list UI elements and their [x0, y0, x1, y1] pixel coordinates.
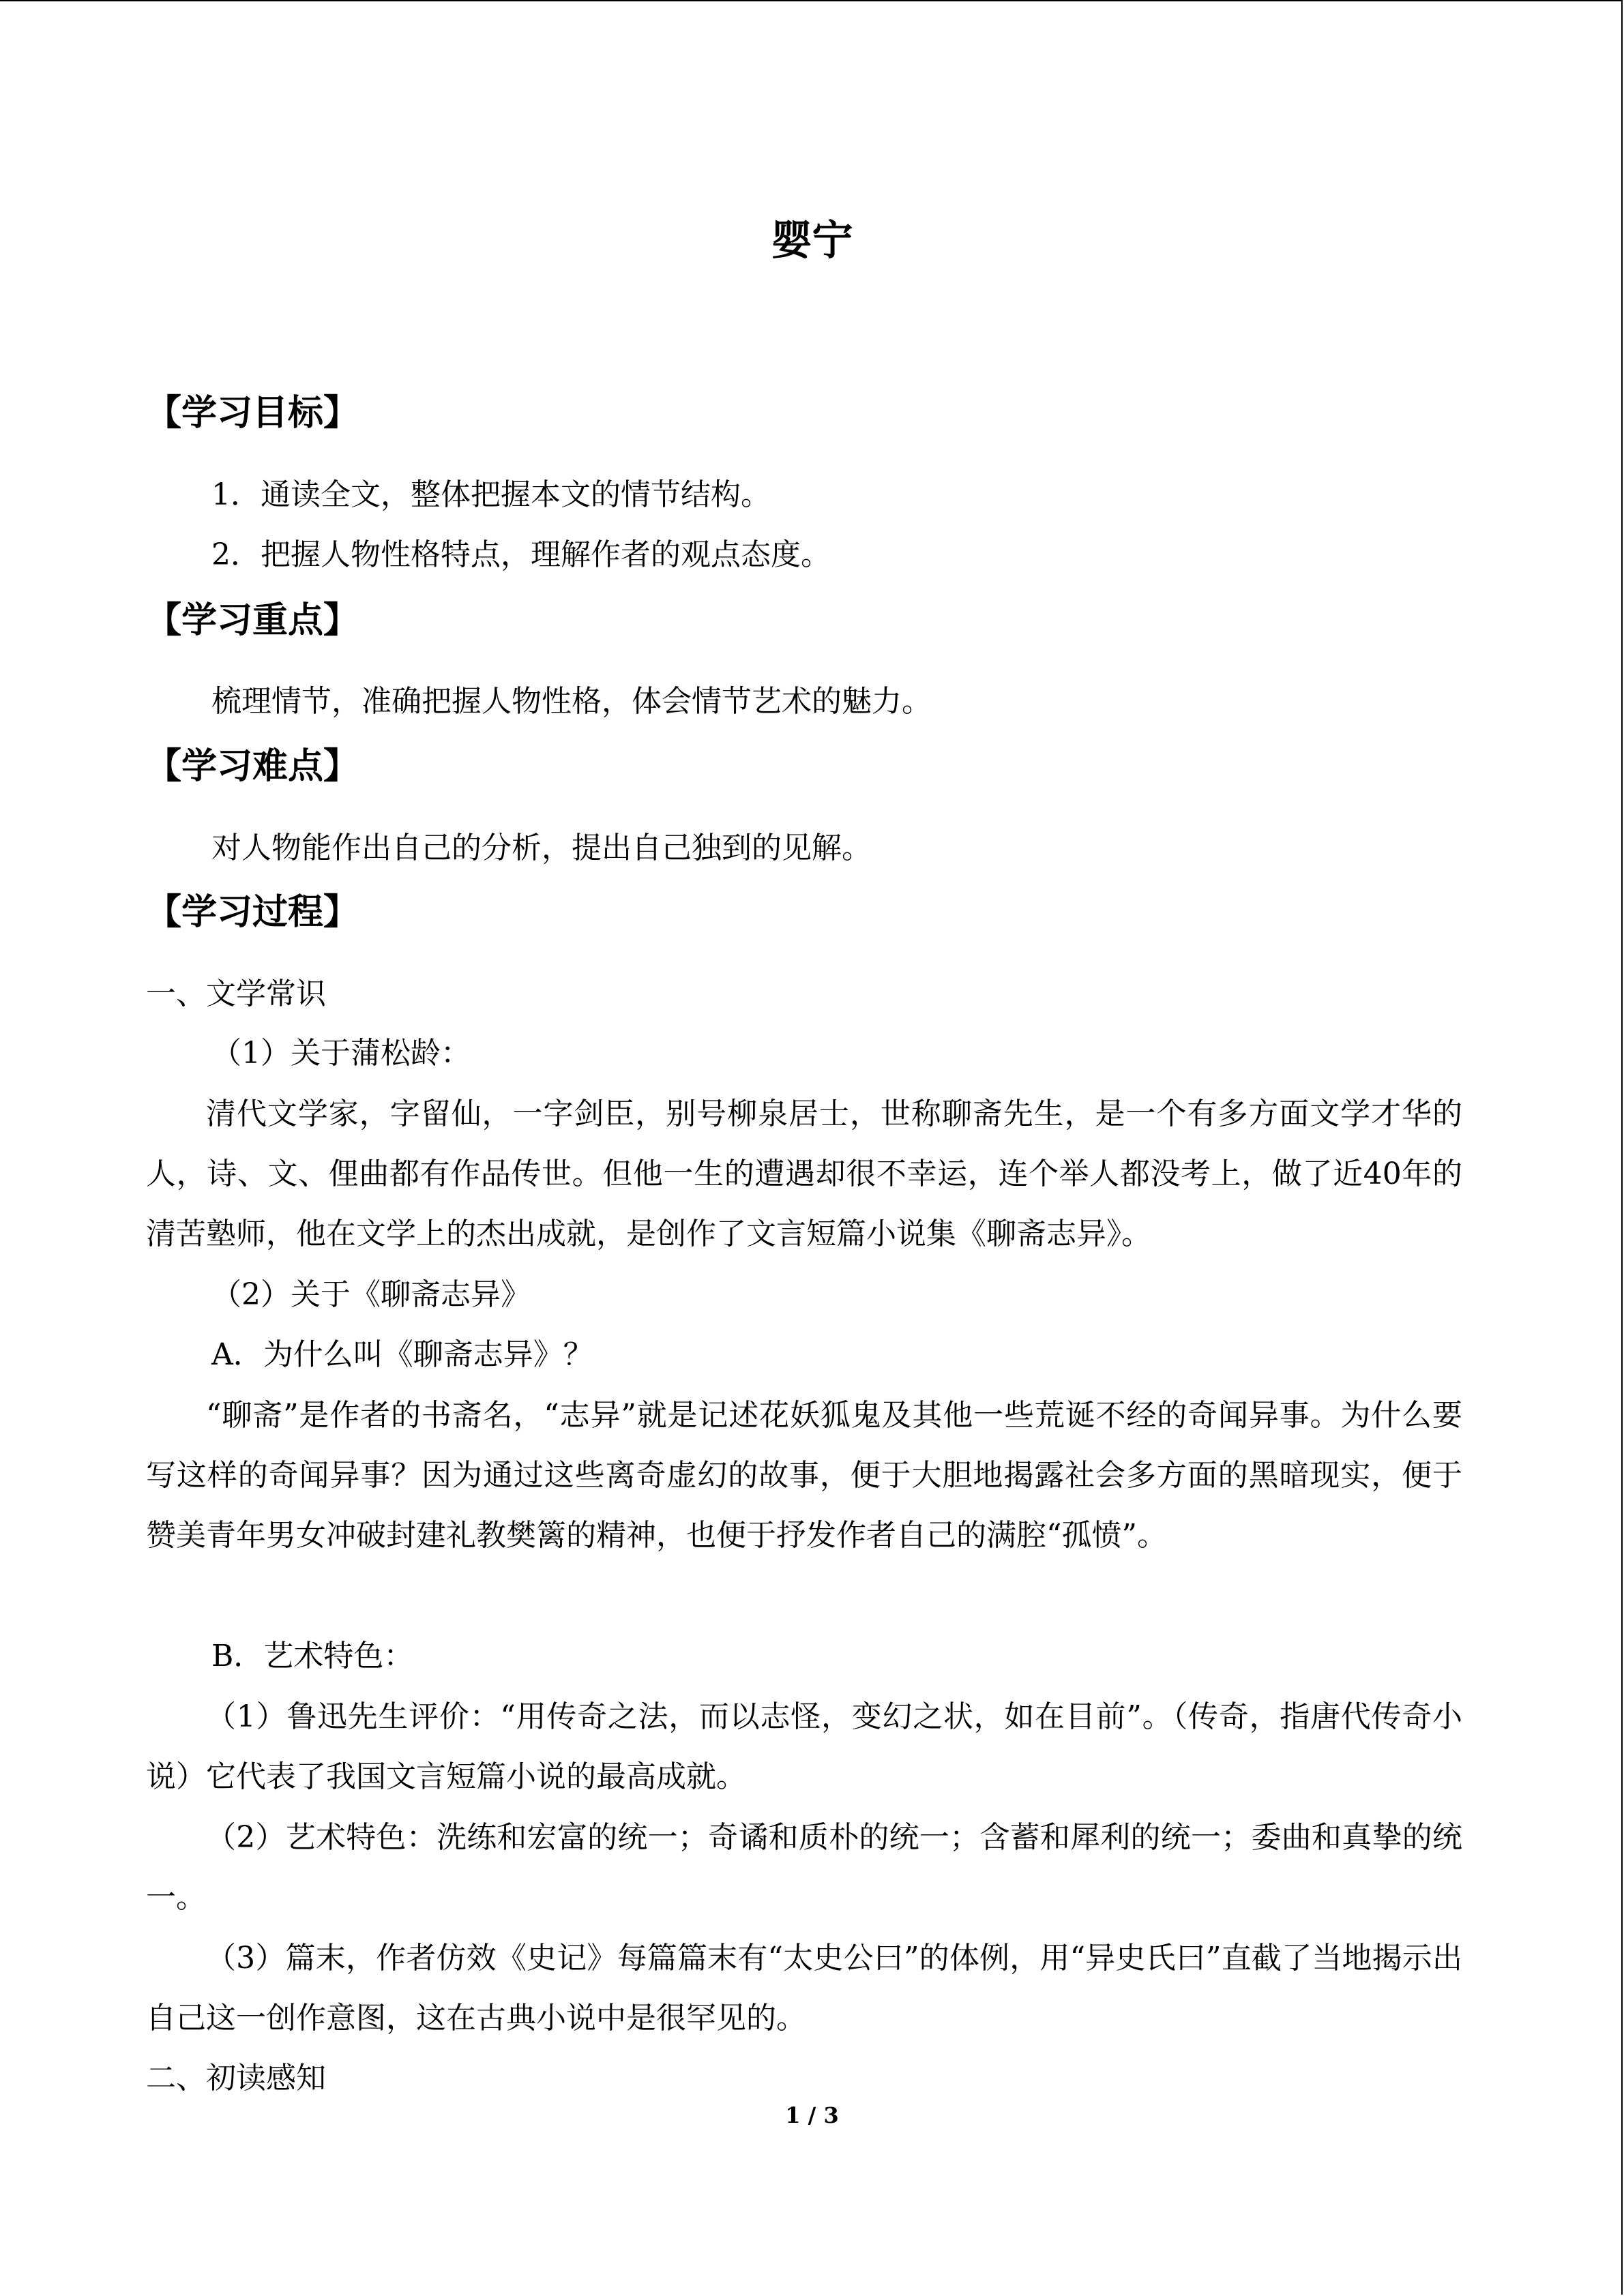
sub2-b-item-1: （1）鲁迅先生评价：“用传奇之法，而以志怪，变幻之状，如在目前”。（传奇，指唐代传奇小说）它代表了我国文言短篇小说的最高成就。: [146, 1699, 1462, 1794]
sub2-a-body: “聊斋”是作者的书斋名，“志异”就是记述花妖狐鬼及其他一些荒诞不经的奇闻异事。为什么要写这样的奇闻异事？因为通过这些离奇虚幻的故事，便于大胆地揭露社会多方面的黑暗现实，便于赞美青年男女冲破封建礼教樊篱的精神，也便于抒发作者自己的满腔“孤愤”。: [146, 1398, 1462, 1553]
objectives-heading: 【学习目标】: [146, 392, 359, 434]
sub2-b-item-2: （2）艺术特色：洗练和宏富的统一；奇谲和质朴的统一；含蓄和犀利的统一；委曲和真挚的统一。: [146, 1820, 1462, 1915]
key-points-text: 梳理情节，准确把握人物性格，体会情节艺术的魅力。: [211, 684, 932, 719]
objective-item-2: 2．把握人物性格特点，理解作者的观点态度。: [211, 537, 831, 572]
sub1-body: 清代文学家，字留仙，一字剑臣，别号柳泉居士，世称聊斋先生，是一个有多方面文学才华的人，诗、文、俚曲都有作品传世。但他一生的遭遇却很不幸运，连个举人都没考上，做了近40年的清苦塾师，他在文学上的杰出成就，是创作了文言短篇小说集《聊斋志异》。: [146, 1097, 1462, 1251]
page-number: 1 / 3: [785, 2102, 839, 2128]
sub2-b-item-3: （3）篇末，作者仿效《史记》每篇篇末有“太史公曰”的体例，用“异史氏曰”直截了当地揭示出自己这一创作意图，这在古典小说中是很罕见的。: [146, 1941, 1462, 2036]
section1-title: 一、文学常识: [146, 976, 326, 1011]
key-points-heading: 【学习重点】: [146, 599, 359, 641]
document-title: 婴宁: [771, 217, 853, 265]
process-heading: 【学习过程】: [146, 891, 359, 933]
sub2-a-title: A．为什么叫《聊斋志异》？: [211, 1337, 593, 1372]
difficulties-text: 对人物能作出自己的分析，提出自己独到的见解。: [211, 831, 872, 865]
objective-item-1: 1．通读全文，整体把握本文的情节结构。: [211, 477, 771, 512]
sub2-b-title: B．艺术特色：: [211, 1639, 414, 1673]
section2-title: 二、初读感知: [146, 2061, 326, 2096]
sub2-title: （2）关于《聊斋志异》: [211, 1277, 531, 1312]
sub1-title: （1）关于蒲松龄：: [211, 1036, 471, 1071]
difficulties-heading: 【学习难点】: [146, 745, 359, 787]
